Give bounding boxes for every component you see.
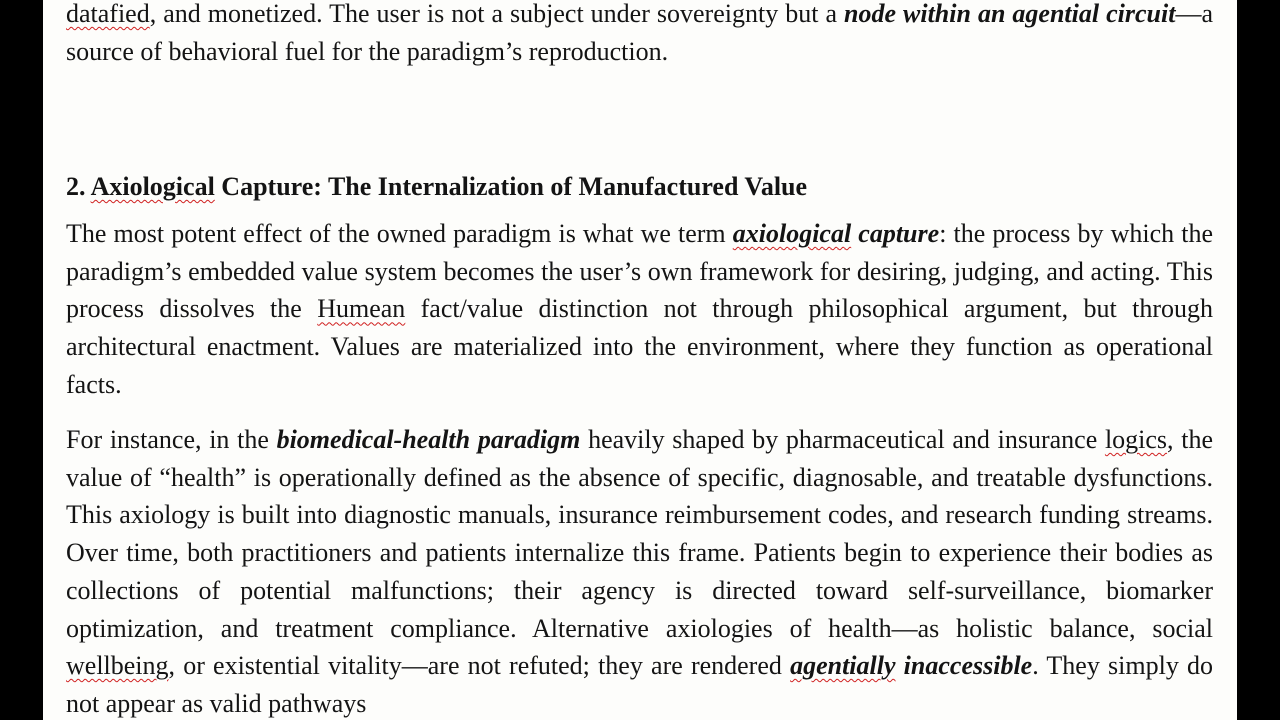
text-run: , or existential vitality—are not refuted; they are rendered xyxy=(168,651,791,681)
text-run: For instance, in the xyxy=(66,425,277,454)
emphasis-text: biomedical-health paradigm xyxy=(276,425,581,454)
text-run: . They simply do not appear as valid pathways xyxy=(66,651,1213,718)
text-run: The most potent effect of the owned paradigm is what we term xyxy=(66,219,733,248)
text-run: , the value of “health” is operationally defined as the absence of specific, diagnosable, and treatable dysfunctions. This axiology is built into diagnostic manuals, insurance reimbursement codes, and research funding streams. Over time, both practitioners and patients internalize this frame. Patients begin to experience their bodies as collections of potential malfunctions; their agency is directed toward self-surveillance, biomarker optimization, and treatment compliance. Alternative axiologies of health—as holistic balance, social xyxy=(66,425,1214,643)
text-run: : the process by which the paradigm’s embedded value system becomes the user’s own framework for desiring, judging, and acting. This process dissolves the xyxy=(66,219,1213,324)
text-run: , and monetized. The user is not a subject under sovereignty but a xyxy=(149,0,844,28)
emphasis-text: node within an agential circuit xyxy=(844,0,1176,28)
spellcheck-word[interactable]: datafied xyxy=(66,0,150,28)
emphasis-text: capture xyxy=(851,219,940,248)
text-run: heavily shaped by pharmaceutical and insurance xyxy=(580,425,1105,454)
spellcheck-word[interactable]: Axiological xyxy=(90,172,215,201)
paragraph-continuation xyxy=(66,0,1213,70)
heading-number: 2. xyxy=(66,172,91,201)
spellcheck-word[interactable]: Humean xyxy=(317,294,406,324)
emphasis-text: inaccessible xyxy=(895,651,1033,681)
paragraph-biomedical-example xyxy=(66,421,1213,720)
text-run: —a source of behavioral fuel for the paradigm’s reproduction. xyxy=(66,0,1213,66)
document-page xyxy=(43,0,1237,720)
section-heading xyxy=(66,168,1213,206)
heading-text: Capture: The Internalization of Manufactured Value xyxy=(214,172,808,201)
paragraph-axiological-capture xyxy=(66,215,1213,404)
text-run: fact/value distinction not through philosophical argument, but through architectural enactment. Values are materialized into the environment, where they function as operational facts. xyxy=(66,294,1213,399)
spellcheck-word[interactable]: agentially xyxy=(790,651,896,681)
spellcheck-word[interactable]: wellbeing xyxy=(66,651,169,681)
spellcheck-word[interactable]: axiological xyxy=(732,219,852,248)
spellcheck-word[interactable]: logics xyxy=(1104,425,1168,454)
